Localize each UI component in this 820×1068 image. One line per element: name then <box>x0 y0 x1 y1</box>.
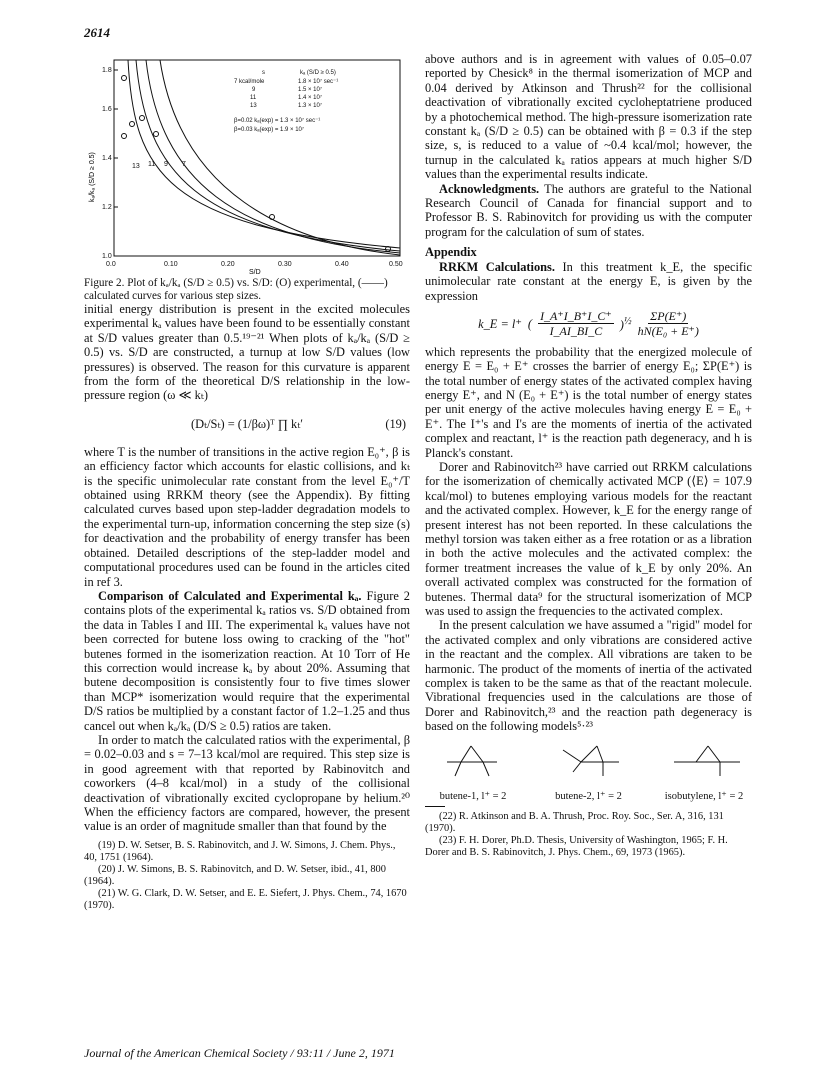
paragraph: Dorer and Rabinovitch²³ have carried out RRKM calculations for the isomerization of chemically activated MCP (⟨E⟩ = 107.9 kcal/mol) to butenes employing various models for the reactant and the activated complex. However, k_E for the energy range of present interest has not been reported. In these calculations the methyl torsion was taken either as a free rotation or as a libration in both the active molecules and the activated complex: the former treatment increases the value of k_E by only 20%. An overall activated complex was constructed for the formation of butenes. Thermal data⁹ for the structural isomerization of MCP was used to assign the frequencies to the activated complex. <box>425 459 752 619</box>
legend-k: 1.5 × 10⁷ <box>298 87 323 93</box>
eq-numerator: ΣP(E⁺) <box>650 308 687 323</box>
legend <box>234 70 338 133</box>
y-axis-label: kₐ/kₐ (S/D ≥ 0.5) <box>89 152 96 202</box>
appendix-heading: Appendix <box>425 245 477 260</box>
reference: (22) R. Atkinson and B. A. Thrush, Proc. Roy. Soc., Ser. A, 316, 131 (1970). <box>425 811 724 835</box>
legend-s: 7 kcal/mole <box>234 79 265 85</box>
curve-s7 <box>160 60 400 255</box>
x-axis-label: S/D <box>249 269 261 274</box>
model-butene-1 <box>425 740 521 804</box>
rrkm-equation: k_E = l⁺ ( $\frac{I\_A^+I\_B^+I\_C^+}{I\_AI\_BI\_C}$ )$^{\frac{1}{2}}$ $\frac{\Sigma P(E^+)}{\text{hN(E₀ + E⁺)}}$ <box>478 308 699 339</box>
eq-numerator: I_A⁺I_B⁺I_C⁺ <box>540 308 612 323</box>
paragraph: In order to match the calculated ratios with the experimental, β = 0.02–0.03 and s = 7–13 kcal/mol are required. This step size is in good agreement with that reported by Rabinovitch and coworkers (4–8 kcal/mol) in a study of the collisional deactivation of vibrationally excited cyclopropane by helium.²⁰ When the efficiency factors are compared, however, the present value is an order of magnitude smaller than that found by the <box>84 732 410 834</box>
curve-s9 <box>146 60 400 253</box>
butene-2-structure <box>541 740 637 790</box>
curve-label: 13 <box>132 163 140 170</box>
curve-s11 <box>136 60 400 251</box>
curve-label: 11 <box>148 161 156 168</box>
x-tick-label: 0.0 <box>106 261 116 268</box>
legend-header-s: s <box>262 70 265 76</box>
right-column <box>425 52 752 859</box>
section-heading: Acknowledgments. <box>439 181 540 196</box>
footnote-rule <box>425 806 445 807</box>
equation-19 <box>84 407 410 441</box>
isobutylene-structure <box>656 740 752 790</box>
model-label: isobutylene, l⁺ = 2 <box>664 790 744 802</box>
reference: (19) D. W. Setser, B. S. Rabinovitch, and J. W. Simons, J. Chem. Phys., 40, 1751 (1964). <box>84 839 396 863</box>
model-butene-2 <box>541 740 637 804</box>
figure-2 <box>84 52 410 302</box>
legend-s: 11 <box>250 95 257 101</box>
paragraph: initial energy distribution is present in the excited molecules experimental kₐ values have been found to be essentially constant at S/D values greater than 0.5.¹⁹⁻²¹ When plots of kₐ/kₐ (S/D ≥ 0.5) vs. S/D are constructed, a turnup at low S/D values (low pressures) is observed. The reason for this curvature is apparent from the form of the theoretical D/S relationship in the low-pressure region (ω ≪ kₜ) <box>84 302 410 403</box>
page-number: 2614 <box>84 25 110 40</box>
references <box>84 840 410 912</box>
x-tick-label: 0.40 <box>335 261 349 268</box>
legend-beta: β=0.02 kₐ(exp) = 1.3 × 10⁷ sec⁻¹ <box>234 118 321 124</box>
model-label: butene-2, l⁺ = 2 <box>555 790 622 802</box>
exp-point <box>130 122 135 127</box>
section-heading: RRKM Calculations. <box>439 259 555 274</box>
model-isobutylene <box>656 740 752 804</box>
x-tick-label: 0.30 <box>278 261 292 268</box>
eq-exponent: ½ <box>623 316 632 328</box>
x-axis-ticks <box>106 261 403 268</box>
legend-header-k: kₐ (S/D ≥ 0.5) <box>300 70 336 76</box>
y-tick-label: 1.8 <box>102 67 112 74</box>
calculated-curves <box>128 60 400 255</box>
exp-point <box>140 116 145 121</box>
y-tick-label: 1.2 <box>102 204 112 211</box>
legend-s: 13 <box>250 103 257 109</box>
legend-k: 1.3 × 10⁷ <box>298 103 323 109</box>
section-heading: Comparison of Calculated and Experimental kₐ. <box>98 588 362 603</box>
paragraph <box>84 589 410 733</box>
eq-denominator: hN(E₀ + E⁺) <box>637 324 699 339</box>
model-label: butene-1, l⁺ = 2 <box>439 790 507 802</box>
paragraph-text: Figure 2 contains plots of the experimental kₐ ratios vs. S/D obtained from the data in Tables I and III. The experimental kₐ values have not been corrected for butene loss owing to cracking of the "hot" butenes formed in the isomerization reaction. At 10 Torr of He this correction would increase kₐ by about 20%. Assuming that butene decomposition is consistently four to five times slower than MCP* isomerization would require that the experimental D/S ratios be multiplied by a constant factor of 1.2–1.25 and thus cancel out when kₐ/kₐ (D/S ≥ 0.5) ratios are taken. <box>84 588 410 733</box>
eq-lhs: k_E = l⁺ <box>478 316 522 331</box>
curve-s13 <box>128 60 400 248</box>
x-tick-label: 0.50 <box>389 261 403 268</box>
reference: (23) F. H. Dorer, Ph.D. Thesis, University of Washington, 1965; F. H. Dorer and B. S. Rabinovitch, J. Phys. Chem., 69, 1973 (1965). <box>425 835 728 859</box>
paragraph-text: The authors are grateful to the National Research Council of Canada for financial support and to Professor B. S. Rabinovitch for providing us with the computer program for the calculation of sum of states. <box>425 181 752 239</box>
exp-point <box>122 134 127 139</box>
paragraph <box>425 182 752 240</box>
y-tick-label: 1.6 <box>102 106 112 113</box>
x-tick-label: 0.20 <box>221 261 235 268</box>
exp-point <box>122 76 127 81</box>
paragraph: above authors and is in agreement with values of 0.05–0.07 reported by Chesick⁸ in the thermal isomerization of MCP and 0.04 derived by Atkinson and Thrush²² for the collisional deactivation of vibrationally excited cycloheptatriene produced by a photochemical method. The high-pressure isomerization rate constant kₐ (S/D ≥ 0.5) can be obtained with β = 0.3 if the step size, s, is reduced to a value of ~0.4 kcal/mol; however, the turnup in the calculated kₐ ratios appears at much higher S/D values than the experimental results indicate. <box>425 52 752 182</box>
legend-k: 1.4 × 10⁷ <box>298 95 323 101</box>
eq-denominator: I_AI_BI_C <box>549 324 603 339</box>
legend-s: 9 <box>252 87 256 93</box>
left-column <box>84 52 410 912</box>
exp-point <box>154 132 159 137</box>
eq-fraction-2 <box>638 309 699 339</box>
references <box>425 811 752 859</box>
curve-label: 9 <box>164 161 168 168</box>
y-tick-label: 1.0 <box>102 253 112 260</box>
reference: (20) J. W. Simons, B. S. Rabinovitch, and D. W. Setser, ibid., 41, 800 (1964). <box>84 863 386 887</box>
paragraph <box>425 260 752 303</box>
figure-2-plot <box>84 52 410 274</box>
plot-frame <box>114 60 400 256</box>
paragraph: which represents the probability that the energized molecule of energy E = E₀ + E⁺ crosses the barrier of energy E₀; ΣP(E⁺) is the total number of energy states of the activated complex having energy E⁺, and N (E₀ + E⁺) is the total number of energy states per unit energy of the active molecules having energy E = E₀ + E⁺. The I⁺'s and I's are the moments of inertia of the activated complex and reactant, l⁺ is the reaction path degeneracy, and h is Planck's constant. <box>425 344 752 460</box>
figure-caption: Figure 2. Plot of kₐ/kₐ (S/D ≥ 0.5) vs. S/D: (O) experimental, (——) calculated curves for various step sizes. <box>84 277 388 302</box>
x-tick-label: 0.10 <box>164 261 178 268</box>
legend-beta: β=0.03 kₐ(exp) = 1.9 × 10⁷ <box>234 127 305 133</box>
y-tick-label: 1.4 <box>102 155 112 162</box>
eq-fraction-1 <box>538 309 614 339</box>
legend-k: 1.8 × 10⁷ sec⁻¹ <box>298 79 339 85</box>
y-axis-ticks <box>102 67 118 260</box>
equation-number: (19) <box>385 416 406 431</box>
paragraph-text: In this treatment k_E, the specific unimolecular rate constant at the energy E, is given by the expression <box>425 259 752 303</box>
paragraph: In the present calculation we have assumed a "rigid" model for the activated complex and only vibrations are considered active in the reactant and the complex. All vibrations are taken to be harmonic. The product of the moments of inertia of the activated complex is taken to be the same as that of the reactant molecule. Vibrational frequencies used in the calculations are those of Dorer and Rabinovitch,²³ and the reaction path degeneracy is based on the following models⁵·²³ <box>425 618 752 734</box>
curve-label: 7 <box>182 161 186 168</box>
journal-footer: Journal of the American Chemical Society / 93:11 / June 2, 1971 <box>84 1046 395 1060</box>
structure-models <box>425 740 752 804</box>
butene-1-structure <box>425 740 521 790</box>
paragraph: where T is the number of transitions in the active region E₀⁺, β is an efficiency factor which accounts for elastic collisions, and kₜ is the specific unimolecular rate constant from the level E₀⁺/T obtained using RRKM theory (see the Appendix). By fitting calculated curves based upon step-ladder degradation models to the experimental turn-up, information concerning the step size (s) for deactivation and the probability of energy transfer has been obtained. Detailed descriptions of the step-ladder model and computational procedures used can be found in the articles cited in ref 3. <box>84 444 410 589</box>
equation-body: (Dₜ/Sₜ) = (1/βω)ᵀ ∏ kₜ′ <box>190 416 304 431</box>
reference: (21) W. G. Clark, D. W. Setser, and E. E. Siefert, J. Phys. Chem., 74, 1670 (1970). <box>84 887 407 911</box>
